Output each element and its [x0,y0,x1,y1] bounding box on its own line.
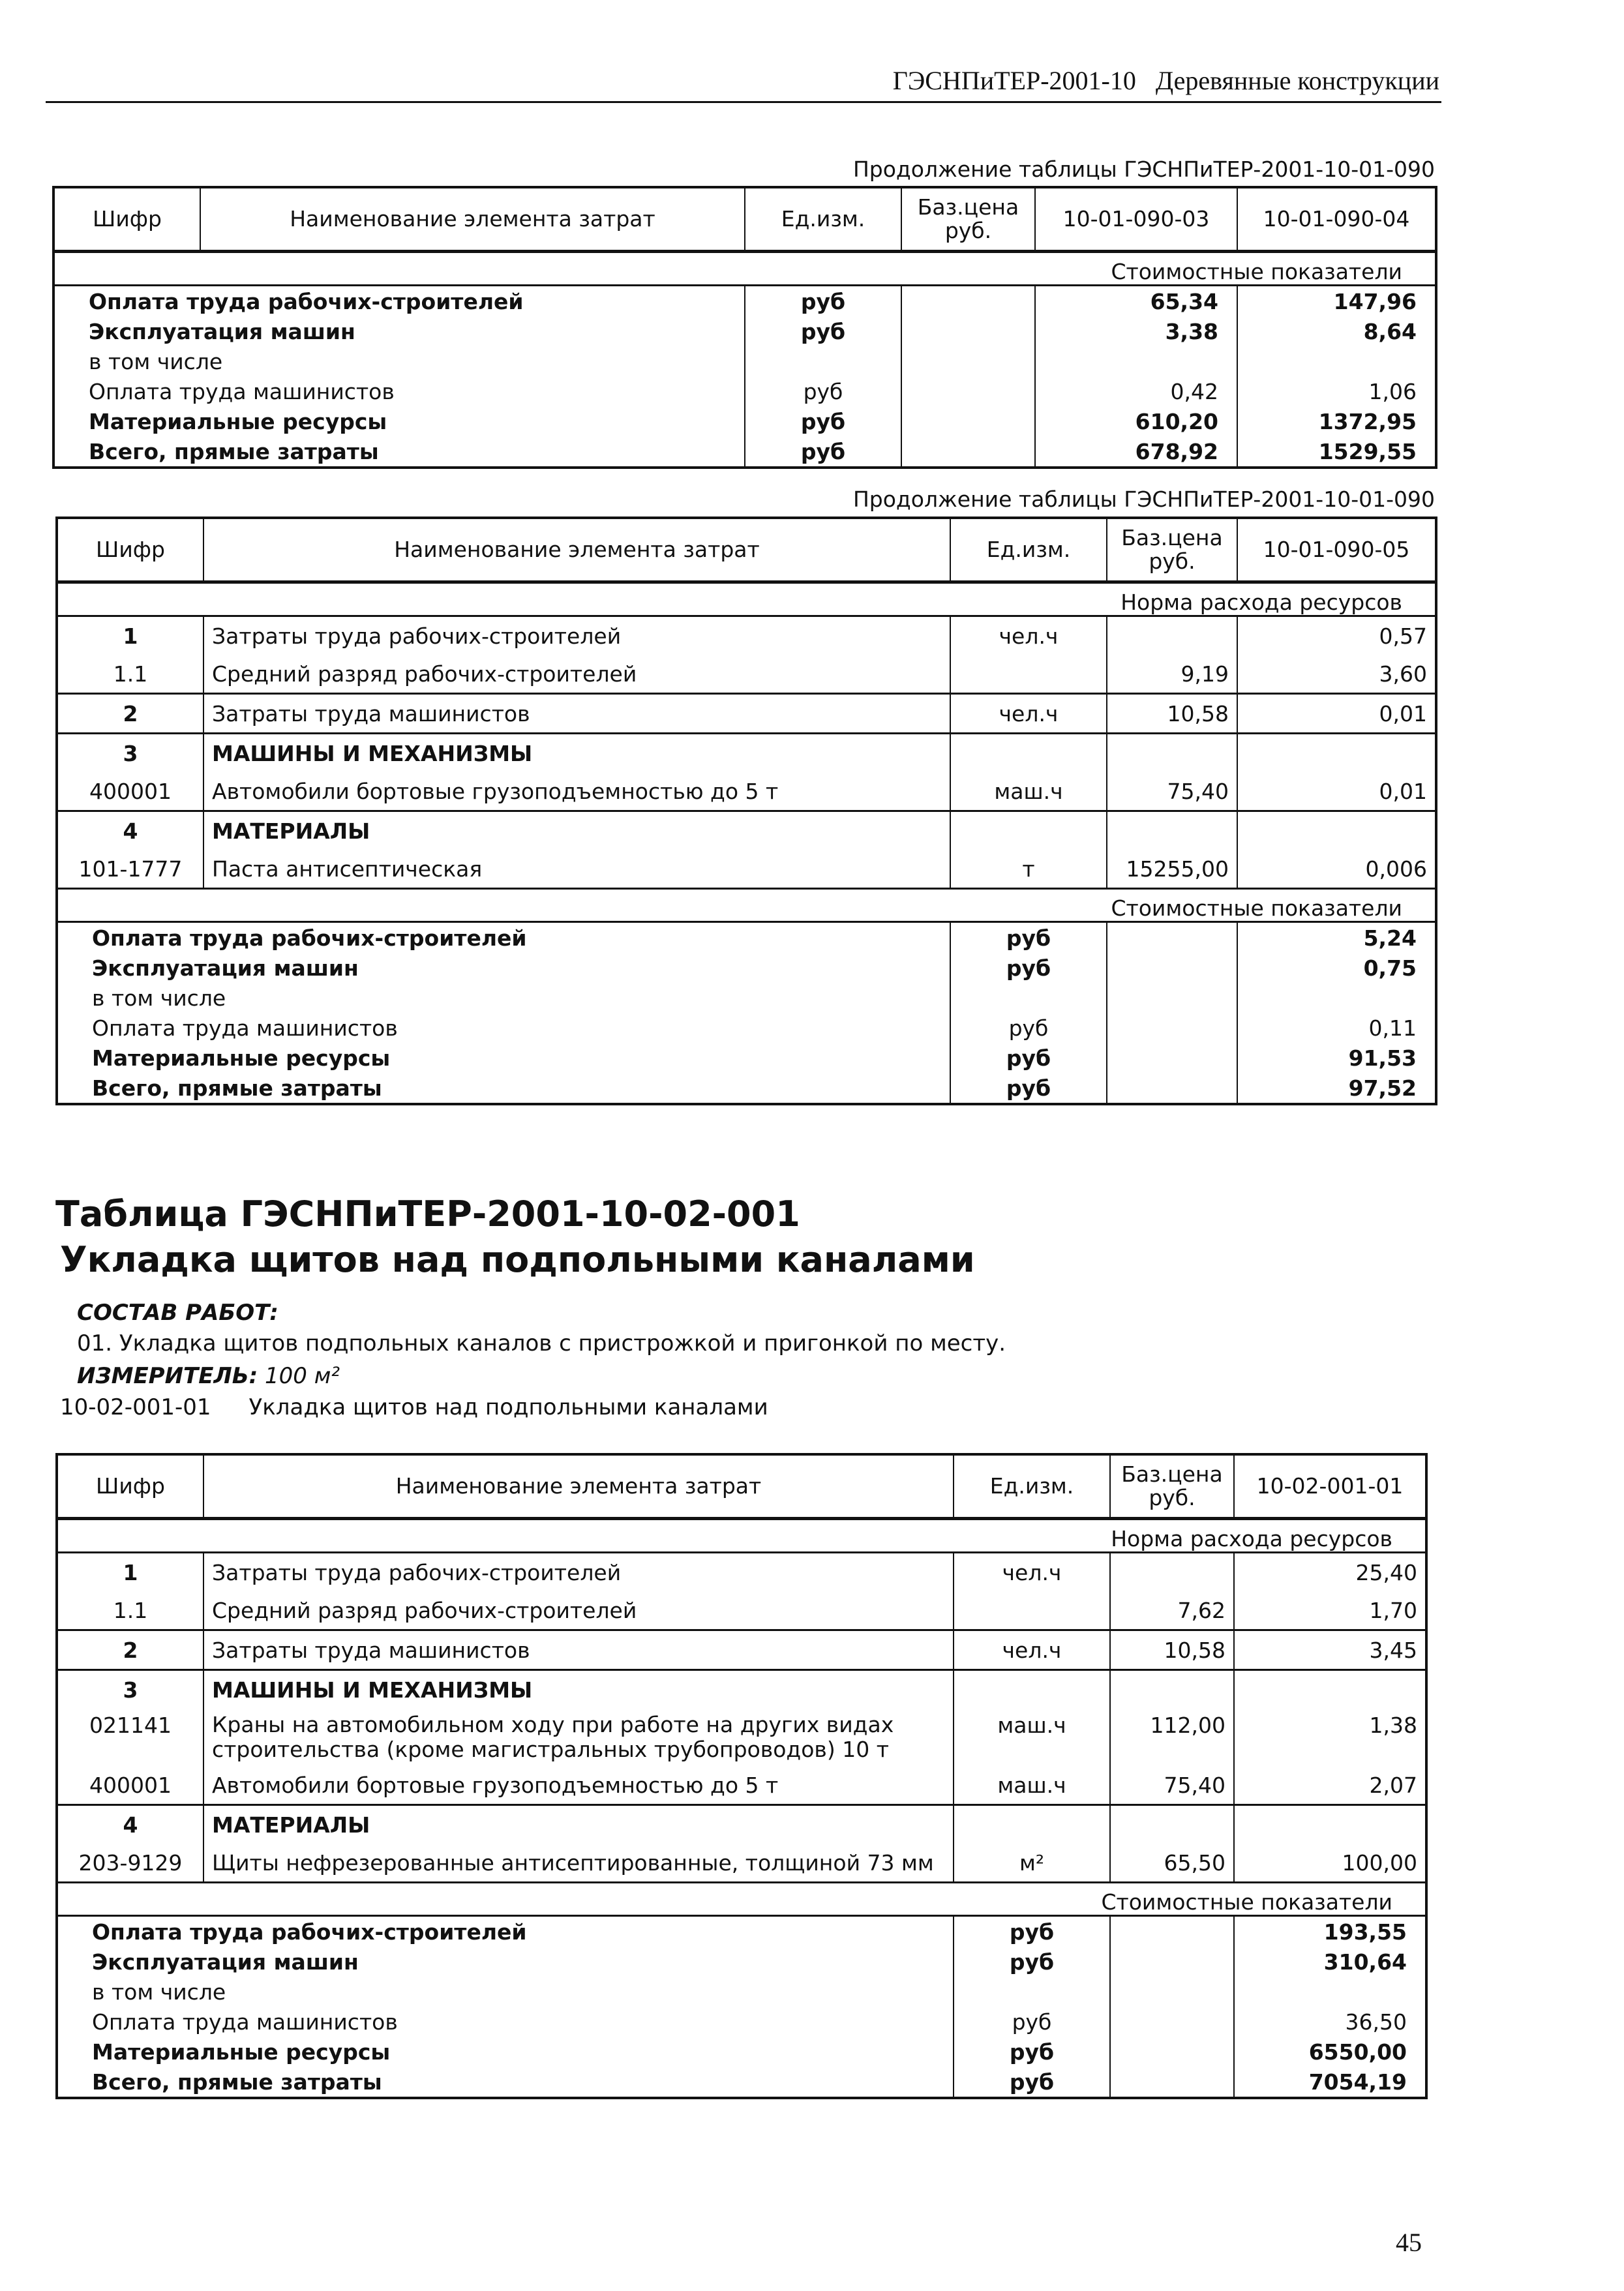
cost-name: в том числе [89,348,223,374]
base-price [1110,1916,1234,1947]
cost-unit: руб [950,1013,1107,1043]
base-price [1110,1977,1234,2007]
cost-row [53,346,1436,376]
cost-value: 193,55 [1234,1916,1426,1947]
cost-unit: руб [954,2067,1110,2098]
resource-unit [954,1591,1110,1630]
resource-name: Затраты труда машинистов [203,1630,954,1670]
resource-unit: т [950,850,1107,889]
cost-value: 5,24 [1237,922,1436,953]
cost-value [1035,346,1237,376]
resource-unit: маш.ч [954,1709,1110,1766]
cost-row [53,316,1436,346]
cost-name: в том числе [92,985,226,1011]
resource-name: Автомобили бортовые грузоподъемностью до 5 т [203,1766,954,1805]
cost-name: Эксплуатация машин [92,955,359,981]
norm-value: 1,38 [1234,1709,1426,1766]
cost-unit [954,1977,1110,2007]
header-row [57,1454,1426,1519]
section-label-row [57,1883,1426,1916]
column-header: Ед.изм. [950,518,1107,582]
work-composition-label: СОСТАВ РАБОТ: [77,1300,278,1326]
column-header: Шифр [53,187,200,252]
resource-unit: чел.ч [954,1630,1110,1670]
column-header: 10-01-090-05 [1237,518,1436,582]
cost-name: Материальные ресурсы [92,1045,391,1071]
cost-row [57,1916,1426,1947]
resource-name: МАШИНЫ И МЕХАНИЗМЫ [203,734,950,773]
base-price [1110,1805,1234,1844]
cost-value: 3,38 [1035,316,1237,346]
cost-row [57,983,1436,1013]
resource-row [57,1630,1426,1670]
cost-value: 1372,95 [1237,406,1436,436]
resource-code: 1.1 [113,1597,148,1623]
resource-row [57,1709,1426,1766]
cost-row [57,1947,1426,1977]
column-header: Баз.цена руб. [1107,518,1237,582]
resource-code: 2 [57,694,203,734]
cost-name: Оплата труда машинистов [89,378,395,404]
cost-row [57,2037,1426,2067]
cost-value: 0,42 [1035,376,1237,406]
base-price [901,316,1035,346]
base-price: 75,40 [1107,772,1237,811]
cost-unit: руб [954,1916,1110,1947]
cost-unit: руб [954,2037,1110,2067]
resource-name: Затраты труда машинистов [203,694,950,734]
base-price [1107,983,1237,1013]
cost-name: Эксплуатация машин [89,318,355,344]
resource-row [57,850,1436,889]
work-item: 01. Укладка щитов подпольных каналов с пристрожкой и пригонкой по месту. [77,1330,1006,1356]
cost-value: 0,11 [1237,1013,1436,1043]
section-label: Стоимостные показатели [53,252,1436,286]
column-header: Наименование элемента затрат [203,1454,954,1519]
resource-row [57,1844,1426,1883]
cost-name: Всего, прямые затраты [89,438,379,464]
cost-name: в том числе [92,1979,226,2005]
norm-value [1237,734,1436,773]
base-price: 7,62 [1110,1591,1234,1630]
resource-name: Средний разряд рабочих-строителей [203,655,950,694]
resource-name: Краны на автомобильном ходу при работе на других видах строительства (кроме магистральных трубопроводов) 10 т [203,1709,954,1766]
cost-value [1237,346,1436,376]
norm-value [1237,811,1436,850]
resource-code: 4 [57,1805,203,1844]
cost-row [53,286,1436,317]
base-price [1107,1073,1237,1104]
resource-unit: чел.ч [954,1553,1110,1592]
cost-row [57,2007,1426,2037]
section-label-row [53,252,1436,286]
section-label: Норма расхода ресурсов [57,582,1436,616]
resource-name: Паста антисептическая [203,850,950,889]
resource-row [57,811,1436,850]
resource-name: Средний разряд рабочих-строителей [203,1591,954,1630]
norm-value [1234,1805,1426,1844]
cost-value: 91,53 [1237,1043,1436,1073]
resource-code: 101-1777 [57,850,203,889]
section-subtitle: Укладка щитов над подпольными каналами [60,1239,975,1280]
cost-unit: руб [745,376,901,406]
resource-row [57,1805,1426,1844]
cost-value: 65,34 [1035,286,1237,317]
base-price: 75,40 [1110,1766,1234,1805]
resource-row [57,655,1436,694]
base-price [1107,616,1237,655]
resource-unit: чел.ч [950,616,1107,655]
cost-value [1237,983,1436,1013]
page-number: 45 [1396,2228,1422,2257]
norm-value: 0,006 [1237,850,1436,889]
header-row [53,187,1436,252]
cost-value: 147,96 [1237,286,1436,317]
cost-value: 1,06 [1237,376,1436,406]
cost-value: 0,75 [1237,953,1436,983]
cost-row [53,436,1436,468]
norm-value: 0,01 [1237,694,1436,734]
meter-value: 100 м² [265,1363,340,1389]
resource-row [57,694,1436,734]
cost-value: 6550,00 [1234,2037,1426,2067]
base-price [901,346,1035,376]
resource-code: 203-9129 [57,1844,203,1883]
resource-code: 021141 [89,1713,172,1738]
resource-unit [950,811,1107,850]
resource-name: МАТЕРИАЛЫ [203,1805,954,1844]
base-price [1107,734,1237,773]
section-label-row [57,889,1436,922]
cost-row [53,406,1436,436]
cost-unit: руб [954,1947,1110,1977]
column-header: Ед.изм. [954,1454,1110,1519]
base-price: 10,58 [1107,694,1237,734]
cost-table-1 [52,186,1437,469]
base-price: 112,00 [1110,1709,1234,1766]
cost-name: Оплата труда машинистов [92,1015,398,1041]
cost-row [57,1013,1436,1043]
cost-value: 678,92 [1035,436,1237,468]
resource-name: Щиты нефрезерованные антисептированные, толщиной 73 мм [203,1844,954,1883]
cost-name: Эксплуатация машин [92,1949,359,1975]
cost-name: Материальные ресурсы [92,2039,391,2065]
resource-code: 1 [123,623,138,649]
cost-row [57,1977,1426,2007]
cost-value [1234,1977,1426,2007]
base-price [1110,2067,1234,2098]
resource-code: 4 [57,811,203,850]
resource-unit [954,1670,1110,1709]
cost-unit: руб [950,953,1107,983]
cost-unit: руб [950,1073,1107,1104]
cost-unit: руб [745,316,901,346]
base-price [1107,1013,1237,1043]
resource-code: 1.1 [113,661,148,687]
base-price [1110,1947,1234,1977]
section-title: Таблица ГЭСНПиТЕР-2001-10-02-001 [55,1193,800,1235]
norm-name: Укладка щитов над подпольными каналами [248,1394,768,1420]
base-price [1107,953,1237,983]
cost-table-2 [55,517,1437,1105]
cost-unit: руб [745,286,901,317]
base-price [1110,2007,1234,2037]
base-price: 65,50 [1110,1844,1234,1883]
cost-unit: руб [950,1043,1107,1073]
resource-code: 3 [57,734,203,773]
norm-value: 2,07 [1234,1766,1426,1805]
base-price: 10,58 [1110,1630,1234,1670]
resource-unit: маш.ч [950,772,1107,811]
column-header: Шифр [57,518,203,582]
cost-unit: руб [950,922,1107,953]
cost-unit: руб [954,2007,1110,2037]
cost-name: Всего, прямые затраты [92,2069,382,2095]
cost-row [57,1073,1436,1104]
cost-value: 610,20 [1035,406,1237,436]
cost-value: 36,50 [1234,2007,1426,2037]
norm-value: 0,01 [1237,772,1436,811]
cost-value: 310,64 [1234,1947,1426,1977]
base-price [901,436,1035,468]
section-label: Стоимостные показатели [57,889,1436,922]
cost-row [57,953,1436,983]
resource-unit: маш.ч [954,1766,1110,1805]
section-label: Стоимостные показатели [57,1883,1426,1916]
cost-name: Оплата труда рабочих-строителей [92,1919,527,1945]
base-price [1107,1043,1237,1073]
resource-unit: м² [954,1844,1110,1883]
cost-unit: руб [745,406,901,436]
cost-row [57,922,1436,953]
running-header: ГЭСНПиТЕР-2001-10 Деревянные конструкции [892,66,1439,95]
base-price [901,376,1035,406]
column-header: Баз.цена руб. [1110,1454,1234,1519]
base-price [1110,1670,1234,1709]
norm-code: 10-02-001-01 [60,1394,211,1420]
resource-row [57,1670,1426,1709]
resource-code: 3 [57,1670,203,1709]
column-header: 10-01-090-04 [1237,187,1436,252]
resource-row [57,616,1436,655]
cost-name: Оплата труда машинистов [92,2009,398,2035]
cost-unit [950,983,1107,1013]
meter-label: ИЗМЕРИТЕЛЬ: [77,1363,258,1389]
norm-value: 3,45 [1234,1630,1426,1670]
cost-value: 97,52 [1237,1073,1436,1104]
resource-name: МАШИНЫ И МЕХАНИЗМЫ [203,1670,954,1709]
column-header: Ед.изм. [745,187,901,252]
norm-value [1234,1670,1426,1709]
cost-name: Материальные ресурсы [89,408,387,434]
resource-unit [950,734,1107,773]
section-label-row [57,1519,1426,1553]
norm-value: 100,00 [1234,1844,1426,1883]
norm-value: 0,57 [1237,616,1436,655]
header-divider [46,101,1441,103]
base-price [1110,2037,1234,2067]
cost-row [57,2067,1426,2098]
cost-value: 1529,55 [1237,436,1436,468]
resource-code: 2 [57,1630,203,1670]
cost-unit: руб [745,436,901,468]
base-price [901,406,1035,436]
column-header: Баз.цена руб. [901,187,1035,252]
cost-row [57,1043,1436,1073]
cost-value: 7054,19 [1234,2067,1426,2098]
cost-table-3 [55,1453,1428,2099]
column-header: Наименование элемента затрат [203,518,950,582]
column-header: 10-01-090-03 [1035,187,1237,252]
resource-row [57,734,1436,773]
cost-value: 8,64 [1237,316,1436,346]
norm-value: 3,60 [1237,655,1436,694]
resource-name: МАТЕРИАЛЫ [203,811,950,850]
table-caption-1: Продолжение таблицы ГЭСНПиТЕР-2001-10-01-090 [852,157,1435,182]
resource-name: Автомобили бортовые грузоподъемностью до 5 т [203,772,950,811]
resource-name: Затраты труда рабочих-строителей [203,1553,954,1592]
column-header: 10-02-001-01 [1234,1454,1426,1519]
resource-row [57,772,1436,811]
cost-name: Оплата труда рабочих-строителей [89,288,524,314]
column-header: Наименование элемента затрат [200,187,745,252]
resource-unit [954,1805,1110,1844]
base-price [1107,811,1237,850]
base-price: 9,19 [1107,655,1237,694]
resource-unit: чел.ч [950,694,1107,734]
resource-code: 1 [123,1559,138,1585]
section-label-row [57,582,1436,616]
resource-name: Затраты труда рабочих-строителей [203,616,950,655]
cost-unit [745,346,901,376]
cost-name: Всего, прямые затраты [92,1075,382,1101]
base-price [1110,1553,1234,1592]
section-label: Норма расхода ресурсов [57,1519,1426,1553]
table-caption-2: Продолжение таблицы ГЭСНПиТЕР-2001-10-01-090 [852,487,1435,512]
resource-unit [950,655,1107,694]
resource-code: 400001 [89,778,172,804]
resource-row [57,1591,1426,1630]
resource-code: 400001 [89,1772,172,1798]
norm-value: 1,70 [1234,1591,1426,1630]
resource-row [57,1766,1426,1805]
norm-value: 25,40 [1234,1553,1426,1592]
base-price: 15255,00 [1107,850,1237,889]
cost-row [53,376,1436,406]
base-price [901,286,1035,317]
header-row [57,518,1436,582]
cost-name: Оплата труда рабочих-строителей [92,925,527,951]
resource-row [57,1553,1426,1592]
column-header: Шифр [57,1454,203,1519]
base-price [1107,922,1237,953]
